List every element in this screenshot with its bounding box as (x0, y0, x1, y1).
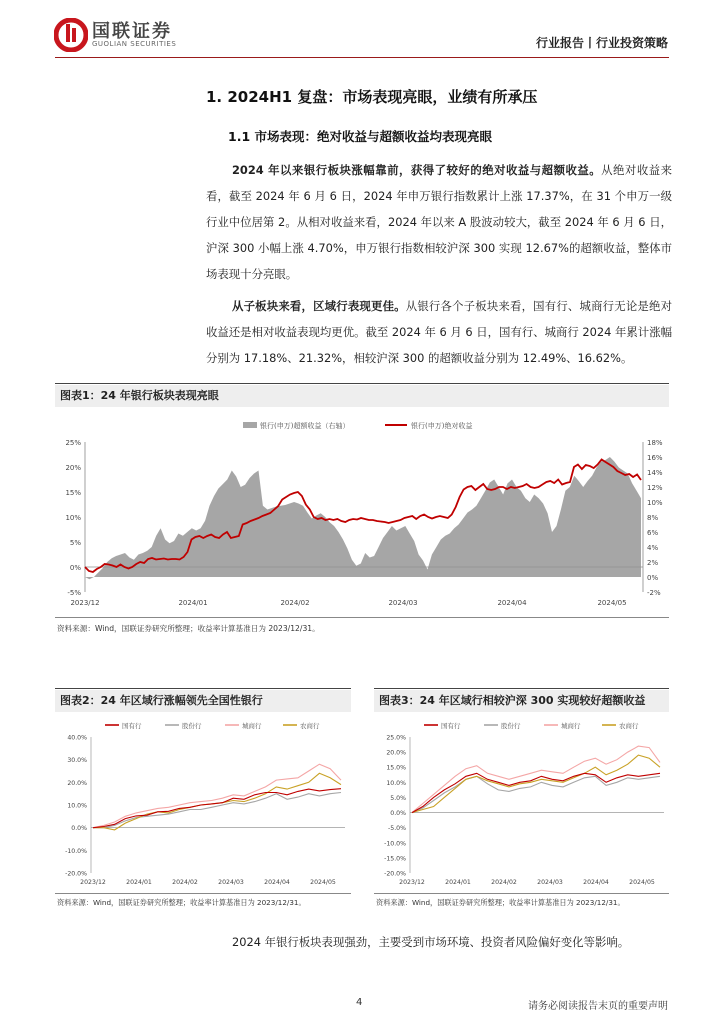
figure3-svg (374, 715, 669, 891)
figure1-title: 图表1：24 年银行板块表现亮眼 (55, 385, 669, 407)
figure2-title: 图表2：24 年区域行涨幅领先全国性银行 (55, 690, 351, 712)
y-tick-left: 20% (65, 464, 81, 472)
x-tick: 2024/03 (537, 879, 563, 886)
y-tick: 15.0% (386, 764, 406, 772)
logo-text-cn: 国联证券 (92, 21, 172, 42)
legend-label-1: 国有行 (441, 722, 461, 730)
figure1-top-rule (55, 383, 669, 384)
y-tick: 40.0% (67, 734, 87, 742)
figure2-top-rule (55, 688, 351, 689)
figure3-bottom-rule (374, 893, 669, 894)
figure2-source: 资料来源：Wind，国联证券研究所整理；收益率计算基准日为 2023/12/31。 (57, 898, 306, 907)
logo-text-en: GUOLIAN SECURITIES (92, 40, 177, 48)
x-tick: 2024/03 (388, 599, 418, 607)
section-title: 1. 2024H1 复盘：市场表现亮眼，业绩有所承压 (206, 88, 538, 106)
series-line-4 (93, 773, 341, 830)
x-tick: 2024/02 (280, 599, 310, 607)
y-tick-right: 6% (647, 529, 659, 537)
y-tick: 30.0% (67, 757, 87, 765)
x-tick: 2024/04 (583, 879, 609, 886)
legend-label-2: 股份行 (182, 722, 202, 730)
y-tick: -15.0% (384, 855, 406, 863)
x-tick: 2024/01 (126, 879, 152, 886)
series-line-3 (93, 764, 341, 828)
y-tick-left: 25% (65, 439, 81, 447)
x-tick: 2024/01 (178, 599, 208, 607)
x-tick: 2024/01 (445, 879, 471, 886)
y-tick-right: 0% (647, 574, 659, 582)
y-tick-right: 4% (647, 544, 659, 552)
y-tick: -20.0% (65, 870, 87, 878)
y-tick-right: 16% (647, 454, 663, 462)
figure3-title: 图表3：24 年区域行相较沪深 300 实现较好超额收益 (374, 690, 669, 712)
x-tick: 2024/03 (218, 879, 244, 886)
paragraph-1 (206, 157, 672, 287)
paragraph-1-body: 从绝对收益来看，截至 2024 年 6 月 6 日，2024 年申万银行指数累计上涨 17.37%，在 31 个申万一级行业中位居第 2。从相对收益来看，2024 年以来 A 股波动较大，截至 2024 年 6 月 6 日，沪深 300 小幅上涨 4.70%，申万银行指数相较沪深 300 实现 12.67%的超额收益，整体市场表现十分亮眼。 (206, 163, 672, 281)
legend-label-excess: 银行(申万)超额收益（右轴） (260, 422, 350, 430)
x-tick: 2024/05 (310, 879, 336, 886)
y-tick: 10.0% (67, 802, 87, 810)
y-tick-right: 8% (647, 514, 659, 522)
y-tick-right: -2% (647, 589, 661, 597)
series-line-1 (93, 789, 341, 828)
y-tick: 0.0% (71, 825, 87, 833)
paragraph-2 (206, 293, 672, 371)
legend-label-4: 农商行 (300, 722, 320, 730)
legend-label-2: 股份行 (501, 722, 521, 730)
y-tick-left: 10% (65, 514, 81, 522)
x-tick: 2024/04 (264, 879, 290, 886)
y-tick-right: 18% (647, 439, 663, 447)
y-tick: -10.0% (384, 840, 406, 848)
y-tick-left: 5% (69, 539, 81, 547)
y-tick: 20.0% (386, 749, 406, 757)
legend-label-3: 城商行 (242, 722, 262, 730)
subsection-title: 1.1 市场表现：绝对收益与超额收益均表现亮眼 (228, 129, 492, 144)
figure3-source: 资料来源：Wind，国联证券研究所整理；收益率计算基准日为 2023/12/31。 (376, 898, 625, 907)
footer-disclaimer: 请务必阅读报告末页的重要声明 (528, 1001, 668, 1012)
y-tick-right: 12% (647, 484, 663, 492)
figure3-top-rule (374, 688, 669, 689)
y-tick-left: -5% (67, 589, 81, 597)
paragraph-2-lead: 从子板块来看，区域行表现更佳。 (232, 299, 406, 313)
x-tick: 2024/05 (629, 879, 655, 886)
paragraph-1-lead: 2024 年以来银行板块涨幅靠前，获得了较好的绝对收益与超额收益。 (232, 163, 602, 177)
y-tick: -20.0% (384, 870, 406, 878)
x-tick: 2023/12 (70, 599, 100, 607)
y-tick-right: 10% (647, 499, 663, 507)
y-tick: -5.0% (388, 825, 406, 833)
page-number: 4 (356, 997, 363, 1008)
y-tick-left: 0% (69, 564, 81, 572)
y-tick-right: 2% (647, 559, 659, 567)
header-divider (55, 57, 669, 58)
y-tick: 25.0% (386, 734, 406, 742)
figure1-svg (55, 410, 669, 616)
closing-paragraph: 2024 年银行板块表现强劲，主要受到市场环境、投资者风险偏好变化等影响。 (232, 935, 630, 949)
legend-label-1: 国有行 (122, 722, 142, 730)
figure3-chart (374, 715, 669, 891)
figure1-chart (55, 410, 669, 616)
legend-label-absolute: 银行(申万)绝对收益 (411, 422, 473, 430)
y-tick: -10.0% (65, 847, 87, 855)
x-tick: 2024/04 (497, 599, 527, 607)
paragraph-2-body: 从银行各个子板块来看，国有行、城商行无论是绝对收益还是相对收益表现均更优。截至 2024 年 6 月 6 日，国有行、城商行 2024 年累计涨幅分别为 17.18%、21.32%，相较沪深 300 的超额收益分别为 12.49%、16.62%。 (206, 299, 672, 365)
figure2-bottom-rule (55, 893, 351, 894)
y-tick: 20.0% (67, 779, 87, 787)
y-tick-right: 14% (647, 469, 663, 477)
figure2-chart (55, 715, 351, 891)
x-tick: 2023/12 (399, 879, 425, 886)
x-tick: 2024/05 (597, 599, 627, 607)
legend-label-3: 城商行 (561, 722, 581, 730)
figure1-bottom-rule (55, 617, 669, 618)
y-tick: 10.0% (386, 779, 406, 787)
legend-label-4: 农商行 (619, 722, 639, 730)
figure1-source: 资料来源：Wind，国联证券研究所整理；收益率计算基准日为 2023/12/31。 (57, 624, 320, 633)
logo-mark-icon (54, 18, 88, 52)
x-tick: 2024/02 (491, 879, 517, 886)
header-logo (54, 18, 88, 52)
x-tick: 2024/02 (172, 879, 198, 886)
y-tick: 5.0% (390, 794, 406, 802)
y-tick-left: 15% (65, 489, 81, 497)
series-line-4 (412, 755, 660, 813)
figure2-svg (55, 715, 351, 891)
x-tick: 2023/12 (80, 879, 106, 886)
y-tick: 0.0% (390, 810, 406, 818)
series-line-2 (93, 793, 341, 828)
report-type-label: 行业报告丨行业投资策略 (535, 36, 668, 50)
legend-swatch-excess (243, 422, 257, 428)
